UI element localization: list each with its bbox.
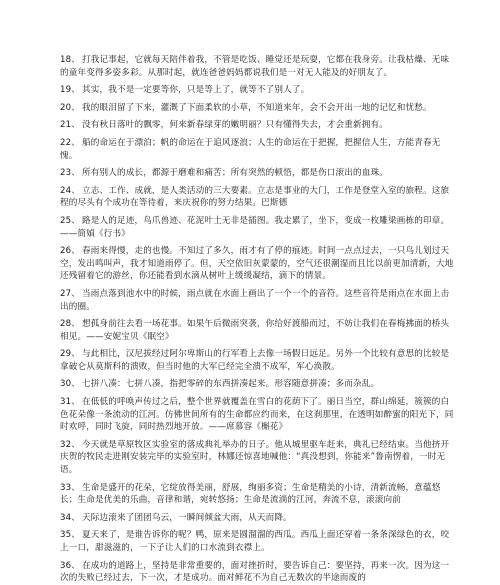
list-item	[60, 439, 454, 477]
item-number: 29、	[60, 349, 80, 360]
item-number: 19、	[60, 85, 80, 96]
list-item	[60, 119, 454, 132]
item-text: 我的眼泪留了下来，灌溉了下面柔软的小草，不知道来年，会不会开出一地的记忆和忧愁。	[81, 102, 432, 113]
item-text: 在成功的道路上，坚持是非常重要的，面对挫折时，要告诉自己：要坚持，再来一次。因为这一次的失败已经过去，下一次，才是成功。面对鲜花不为自己无数次的半途而废的	[60, 560, 450, 584]
item-text: 船的命运在于漂泊；帆的命运在于追风逐浪；人生的命运在于把握，把握信人生，方能青春无愧。	[60, 137, 441, 161]
item-number: 27、	[60, 288, 80, 299]
item-number: 31、	[60, 397, 80, 408]
item-text: 天际边滚来了团团乌云，一瞬间倾盆大雨，从天而降。	[81, 512, 292, 523]
item-number: 33、	[60, 482, 80, 493]
item-number: 34、	[60, 512, 80, 523]
list-item	[60, 482, 454, 507]
list-item	[60, 288, 454, 313]
item-text: 七拼八凑：七拼八凑，指把零碎的东西拼凑起来。形容随意拼凑；多而杂乱。	[81, 379, 380, 390]
list-item	[60, 378, 454, 391]
item-number: 23、	[60, 168, 80, 179]
list-item	[60, 102, 454, 115]
item-text: 没有秋日落叶的飘零，何来新春绿芽的嫩明丽？只有懂得失去，才会重新拥有。	[81, 120, 389, 131]
item-text: 其实，我不是一定要等你，只是等上了，就等不了别人了。	[81, 85, 310, 96]
item-number: 18、	[60, 55, 80, 65]
item-number: 36、	[60, 560, 80, 571]
item-text: 在低低的呼唤声传过之后，整个世界就覆盖在雪白的花荫下了。丽日当空，群山绵延，簇簇的白色花朵像一条流动的江河。仿佛世间所有的生命都应约而来，在这刹那里，在透明如醉蜜的阳光下，同时欢呼，同时飞旋，同时热烈地开放。——席慕容《槲花》	[60, 397, 454, 433]
item-number: 35、	[60, 530, 80, 541]
list-item	[60, 137, 454, 162]
list-item	[60, 560, 454, 585]
item-text: 生命是盛开的花朵，它绽放得美丽，舒展，绚丽多资；生命是精美的小诗，清新流畅，意蕴悠长；生命是优美的乐曲，音律和谐，宛转悠扬；生命是流淌的江河，奔流不息，滚滚向前	[60, 482, 441, 506]
item-text: 立志、工作、成就，是人类活动的三大要素。立志是事业的大门，工作是登堂入室的旅程。这旅程的尽头有个成功在等待着，来庆祝你的努力结果。巴斯德	[60, 185, 450, 209]
list-item	[60, 54, 454, 79]
list-item	[60, 396, 454, 434]
item-text: 今天就是草原牧区实验室的落成典礼举办的日子。他从城里驱车赶来，典礼已经结束。当他挤开庆贺的牧民走进刚安装完毕的实验室时，林娜还惊喜地喊他：“真没想到，你能来”鲁南愣着，一时无语。	[60, 439, 450, 476]
item-number: 32、	[60, 439, 80, 450]
item-text: 想孤身前往去看一场花事。如果午后微雨突袭，你给好渡船而过，不妨让我们在春梅拂面的桥头相见。——安妮宝贝《眠空》	[60, 319, 450, 342]
item-number: 22、	[60, 137, 80, 148]
item-number: 30、	[60, 379, 80, 390]
item-number: 21、	[60, 120, 80, 131]
list-item	[60, 185, 454, 210]
list-item	[60, 167, 454, 180]
list-item	[60, 529, 454, 554]
item-text: 夏天来了，是谁告诉你的呢？鸭，原来是圆溜溜的西瓜。西瓜上面还穿着一条条深绿色的衣，咬上一口，甜滋滋的，一下子让人们的口水流到衣襟上。	[60, 530, 450, 553]
item-text: 路是人的足迹，鸟爪兽迹、花泥叶土无非是插图。我走累了，坐下，变成一枚雕梁画栋的印章。——简媜《行书》	[60, 215, 450, 239]
list-item	[60, 245, 454, 283]
item-text: 打我记事起，它就每天陪伴着我，不管是吃饭、睡觉还是玩耍，它都在我身旁。让我枯燥、无味的童年变得多姿多彩。从那时起，就连爸爸妈妈都说我们是一对无人能及的好朋友了。	[60, 55, 450, 78]
item-number: 24、	[60, 185, 80, 196]
list-item	[60, 318, 454, 343]
item-text: 与此相比，汉尼拔经过阿尔卑斯山的行军看上去像一场假日远足。另外一个比较有意思的比较是拿破仑从莫斯科的溃败，但当时他的大军已经完全溃不成军，军心涣散。	[60, 349, 450, 372]
list-item	[60, 215, 454, 240]
list-item	[60, 512, 454, 525]
item-number: 20、	[60, 102, 80, 113]
item-text: 所有别人的成长，都源于磨难和痛苦；所有突然的顿悟，都是伤口滚出的血珠。	[81, 168, 389, 179]
item-number: 25、	[60, 215, 80, 226]
list-item	[60, 348, 454, 373]
item-text: 当雨点落到池水中的时候，雨点就在水面上画出了一个一个的音符。这些音符是雨点在水面上击出的圈。	[60, 288, 450, 312]
item-number: 26、	[60, 246, 80, 257]
list-item	[60, 84, 454, 97]
item-text: 春雨来得慢，走的也慢。不知过了多久，雨才有了停的痕迹。时间一点点过去，一只鸟儿划过天空，发出鸣叫声，我才知道雨停了。但，天空依旧灰蒙蒙的，空气还很潮湿而且比以前更加清新，大地还残留着它的游丝，你还能看到水滴从树叶上缓缓凝结，滴下的情景。	[60, 246, 454, 282]
item-number: 28、	[60, 319, 80, 330]
